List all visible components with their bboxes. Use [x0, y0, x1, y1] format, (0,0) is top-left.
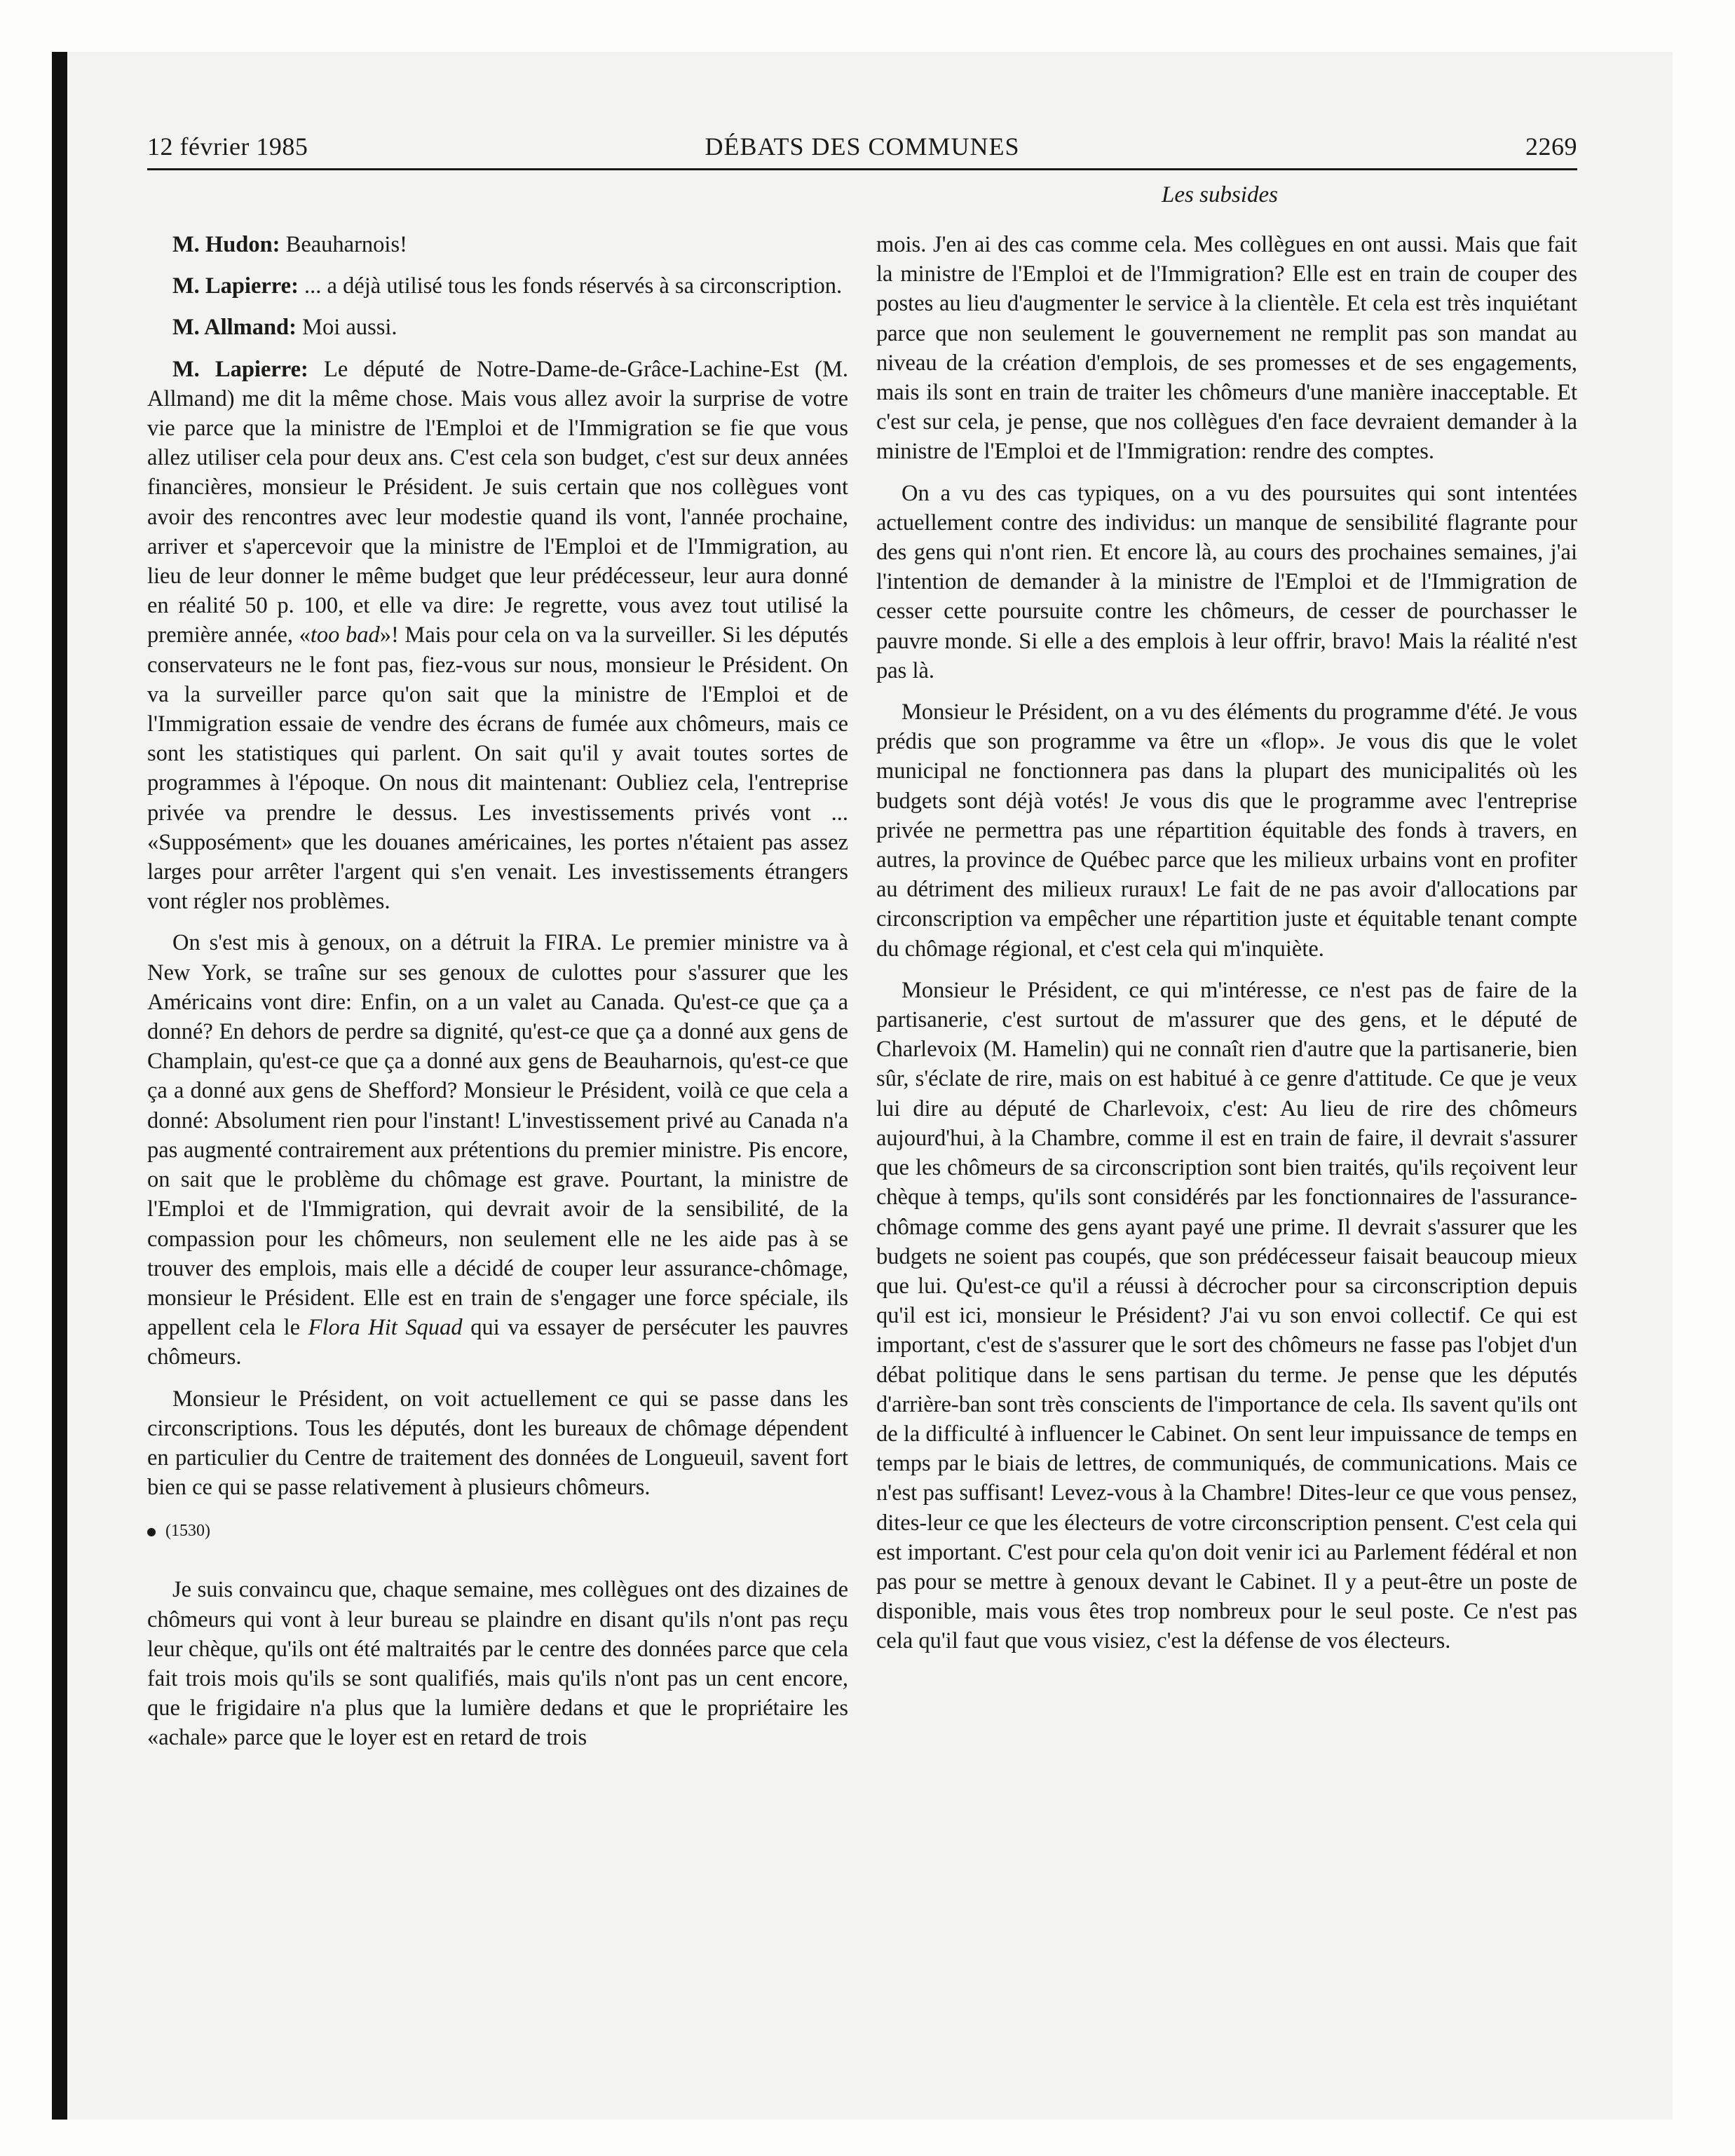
paragraph	[147, 230, 848, 259]
header-page-number: 2269	[1525, 132, 1577, 161]
paragraph-text: On a vu des cas typiques, on a vu des poursuites qui sont intentées actuellement contre des individus: un manque de sensibilité flagrante pour des gens qui n'ont rien. Et encore là, au cours des prochaines semaines, j'ai l'intention de demander à la ministre de l'Emploi et de l'Immigration de cesser cette poursuite contre les chômeurs, de cesser de pourchasser le pauvre monde. Si elle a des emplois à leur offrir, bravo! Mais la réalité n'est pas là.	[876, 480, 1577, 683]
paragraph	[876, 976, 1577, 1656]
paragraph-text: Monsieur le Président, ce qui m'intéresse, ce n'est pas de faire de la partisanerie, c'est surtout de m'assurer que des gens, et le député de Charlevoix (M. Hamelin) qui ne connaît rien d'autre que la partisanerie, bien sûr, s'éclate de rire, mais on est habitué à ce genre d'attitude. Ce que je veux lui dire au député de Charlevoix, c'est: Au lieu de rire des chômeurs aujourd'hui, à la Chambre, comme il est en train de faire, il devrait s'assurer que les chômeurs de sa circonscription sont bien traités, qu'ils reçoivent leur chèque à temps, qu'ils sont considérés par les fonctionnaires de l'assurance-chômage comme des gens ayant payé une prime. Il devrait s'assurer que les budgets ne soient pas coupés, que son prédécesseur faisait beaucoup mieux que lui. Qu'est-ce qu'il a réussi à décrocher pour sa circonscription depuis qu'il est ici, monsieur le Président? J'ai vu son envoi collectif. Ce qui est important, c'est de s'assurer que le sort des chômeurs ne fasse pas l'objet d'un débat politique dans le sens partisan du terme. Je pense que les députés d'arrière-ban sont très conscients de l'importance de cela. Ils savent qu'ils ont de la difficulté à influencer le Cabinet. On sent leur impuissance de temps en temps par le biais de lettres, de communiqués, de communications. Mais ce n'est pas suffisant! Levez-vous à la Chambre! Dites-leur ce que vous pensez, dites-leur ce que les électeurs de votre circonscription pensent. C'est cela qui est important. C'est pour cela qu'on doit venir ici au Parlement fédéral et non pas pour se mettre à genoux devant le Cabinet. Il y a peut-être un poste de disponible, mais vous êtes trop nombreux pour le seul poste. Ce n'est pas cela qu'il faut que vous visiez, c'est la défense de vos électeurs.	[876, 977, 1577, 1654]
paragraph	[147, 1384, 848, 1503]
paragraph	[147, 355, 848, 917]
bullet-dot-icon	[147, 1528, 156, 1536]
speaker-name: M. Lapierre:	[172, 356, 308, 382]
header-rule	[147, 168, 1577, 170]
right-column	[876, 230, 1577, 1668]
paragraph	[876, 479, 1577, 685]
header-date: 12 février 1985	[147, 132, 308, 161]
paragraph-text: Je suis convaincu que, chaque semaine, mes collègues ont des dizaines de chômeurs qui vont à leur bureau se plaindre en disant qu'ils n'ont pas reçu leur chèque, qu'ils ont été maltraités par le centre des données parce que cela fait trois mois qu'ils se sont qualifiés, mais qu'ils n'ont pas un cent encore, que le frigidaire n'a plus que la lumière dedans et que le propriétaire les «achale» parce que le loyer est en retard de trois	[147, 1577, 848, 1751]
italic-text: too bad	[310, 622, 380, 648]
paragraph	[876, 697, 1577, 964]
paragraph-text: »! Mais pour cela on va la surveiller. Si les députés conservateurs ne le font pas, fiez-vous sur nous, monsieur le Président. On va la surveiller parce qu'on sait que la ministre de l'Emploi et de l'Immigration essaie de vendre des écrans de fumée aux chômeurs, mais ce sont les statistiques qui parlent. On sait qu'il y avait toutes sortes de programmes à l'époque. On nous dit maintenant: Oubliez cela, l'entreprise privée va prendre le dessus. Les investissements privés vont ... «Supposément» que les douanes américaines, les portes n'étaient pas assez larges pour arrêter l'argent qui s'en venait. Les investissements étrangers vont régler nos problèmes.	[147, 622, 848, 915]
italic-text: Flora Hit Squad	[308, 1315, 463, 1341]
paragraph-text: On s'est mis à genoux, on a détruit la FIRA. Le premier ministre va à New York, se traîne sur ses genoux de culottes pour s'assurer que les Américains vont dire: Enfin, on a un valet au Canada. Qu'est-ce que ça a donné? En dehors de perdre sa dignité, qu'est-ce que ça a donné aux gens de Champlain, qu'est-ce que ça a donné aux gens de Beauharnois, qu'est-ce que ça a donné aux gens de Shefford? Monsieur le Président, voilà ce que cela a donné: Absolument rien pour l'instant! L'investissement privé au Canada n'a pas augmenté contrairement aux prétentions du premier ministre. Pis encore, on sait que le problème du chômage est grave. Pourtant, la ministre de l'Emploi et de l'Immigration, qui devrait avoir de la sensibilité, de la compassion pour les chômeurs, non seulement elle ne les aide pas à se trouver des emplois, mais elle a décidé de couper leur assurance-chômage, monsieur le Président. Elle est en train de s'engager une force spéciale, ils appellent cela le	[147, 930, 848, 1341]
page-header	[147, 132, 1577, 171]
paragraph	[147, 313, 848, 342]
paragraph	[147, 271, 848, 301]
paragraph-text: Le député de Notre-Dame-de-Grâce-Lachine-Est (M. Allmand) me dit la même chose. Mais vous allez avoir la surprise de votre vie parce que la ministre de l'Emploi et de l'Immigration se fie que vous allez utiliser cela pour deux ans. C'est cela son budget, c'est sur deux années financières, monsieur le Président. Je suis certain que nos collègues vont avoir des rencontres avec leur modestie quand ils vont, l'année prochaine, arriver et s'apercevoir que la ministre de l'Emploi et de l'Immigration, au lieu de leur donner le même budget que leur prédécesseur, leur aura donné en réalité 50 p. 100, et elle va dire: Je regrette, vous avez tout utilisé la première année, «	[147, 356, 848, 648]
scan-binding-edge	[52, 52, 67, 2120]
paragraph-text: Beauharnois!	[280, 232, 407, 257]
paragraph-text: mois. J'en ai des cas comme cela. Mes collègues en ont aussi. Mais que fait la ministre de l'Emploi et de l'Immigration? Elle est en train de couper des postes au lieu d'augmenter le service à la clientèle. Et cela est très inquiétant parce que non seulement le gouvernement ne remplit pas son mandat au niveau de la création d'emplois, de ses promesses et de ses engagements, mais ils sont en train de traiter les chômeurs d'une manière inacceptable. Et c'est sur cela, je pense, que nos collègues d'en face devraient demander à la ministre de l'Emploi et de l'Immigration: rendre des comptes.	[876, 232, 1577, 465]
header-title: DÉBATS DES COMMUNES	[705, 132, 1020, 161]
time-marker-text: (1530)	[165, 1522, 210, 1541]
running-head: Les subsides	[1162, 182, 1278, 207]
paragraph	[147, 1575, 848, 1752]
paragraph-text: Monsieur le Président, on a vu des éléments du programme d'été. Je vous prédis que son programme va être un «flop». Je vous dis que le volet municipal ne fonctionnera pas dans la plupart des municipalités où les budgets sont déjà votés! Je vous dis que le programme avec l'entreprise privée ne permettra pas une répartition équitable des fonds à travers, en autres, la province de Québec parce que les milieux urbains vont en profiter au détriment des milieux ruraux! Le fait de ne pas avoir d'allocations par circonscription va empêcher une répartition juste et équitable tenant compte du chômage régional, et c'est cela qui m'inquiète.	[876, 700, 1577, 962]
speaker-name: M. Hudon:	[172, 232, 280, 257]
speaker-name: M. Allmand:	[172, 315, 297, 341]
paragraph-text: ... a déjà utilisé tous les fonds réservés à sa circonscription.	[298, 273, 843, 299]
paragraph	[147, 928, 848, 1372]
paragraph-text: qui va essayer de persécuter les pauvres chômeurs.	[147, 1315, 849, 1370]
paragraph-text: Moi aussi.	[296, 315, 397, 341]
paragraph	[876, 230, 1577, 467]
speaker-name: M. Lapierre:	[172, 273, 299, 299]
paragraph-text: Monsieur le Président, on voit actuellement ce qui se passe dans les circonscriptions. Tous les députés, dont les bureaux de chômage dépendent en particulier du Centre de traitement des données de Longueuil, savent fort bien ce qui se passe relativement à plusieurs chômeurs.	[147, 1386, 848, 1501]
left-column	[147, 230, 848, 1765]
time-marker	[147, 1520, 848, 1541]
